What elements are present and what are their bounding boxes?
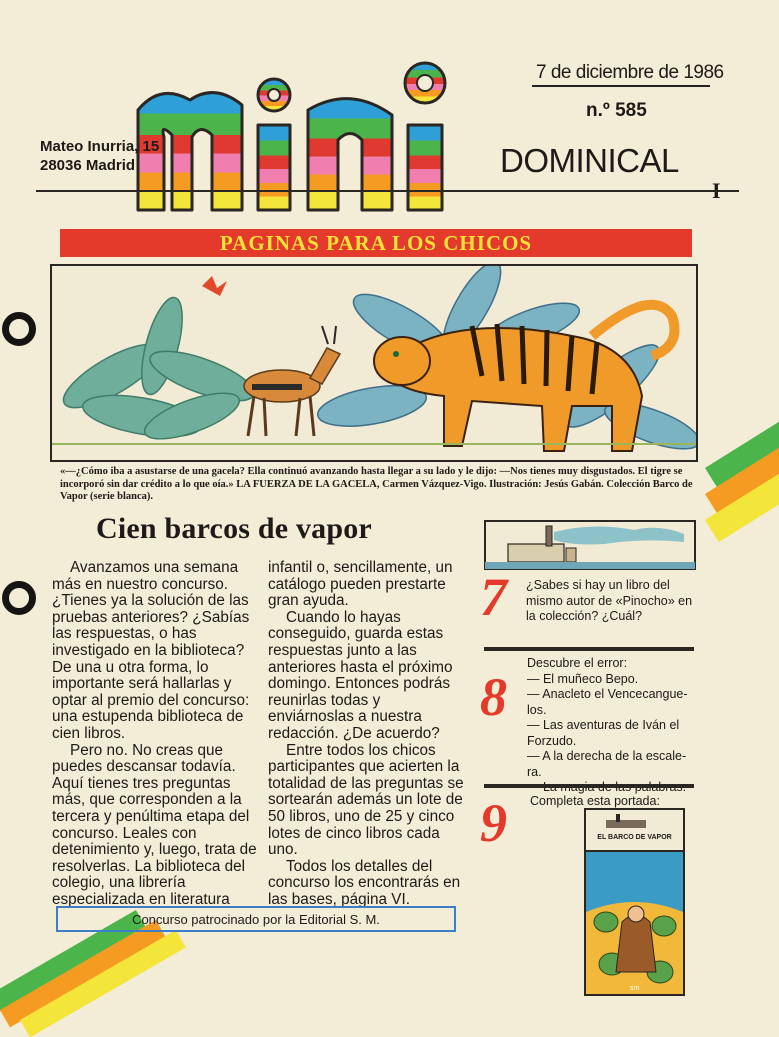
story-illustration (50, 264, 698, 462)
address (40, 137, 159, 175)
list-item: — Anacleto el Vencecangue- (527, 687, 688, 701)
book-cover-image (584, 808, 685, 996)
paragraph: infantil o, sencillamente, un catálogo pueden prestarte gran ayuda. (268, 559, 453, 610)
question-number-7: 7 (480, 567, 507, 627)
date-underline (532, 85, 710, 87)
book-cover-title: EL BARCO DE VAPOR (597, 834, 672, 841)
list-item: — Las aventuras de Iván el (527, 718, 680, 732)
question-8-text (527, 656, 697, 796)
steamboat-icon (586, 812, 683, 832)
question-number-8: 8 (480, 667, 507, 727)
paragraph: Avanzamos una semana más en nuestro concurso. ¿Tienes ya la solución de las pruebas anteriores? ¿Sabías las respuestas, o has investigado en la biblioteca? De una u otra forma, lo importante será hallarlas y optar al premio del concurso: una estupenda biblioteca de cien libros. (52, 559, 250, 742)
question-divider (484, 784, 694, 788)
issue-number: n.º 585 (586, 100, 647, 121)
section-banner (60, 229, 692, 257)
article-title: Cien barcos de vapor (96, 512, 372, 545)
binder-hole-top (2, 312, 36, 346)
book-cover-header (586, 810, 683, 852)
list-item: — El muñeco Bepo. (527, 671, 639, 686)
banner-text: PAGINAS PARA LOS CHICOS (219, 230, 533, 255)
list-item: ra. (527, 764, 542, 779)
sponsor-box (56, 906, 456, 932)
article-column-1 (52, 560, 262, 908)
address-line-1: Mateo Inurria, 15 (40, 138, 160, 155)
issue-date: 7 de diciembre de 1986 (536, 62, 724, 83)
factory-image (484, 520, 696, 570)
address-line-2: 28036 Madrid (40, 157, 136, 174)
binder-hole-bottom (2, 581, 36, 615)
paragraph: Todos los detalles del concurso los encontrarás en las bases, página VI. (268, 857, 461, 908)
sponsor-text: Concurso patrocinado por la Editorial S. M. (132, 911, 380, 927)
paragraph: Cuando lo hayas conseguido, guarda estas respuestas junto a las anteriores hasta el próximo domingo. Entonces podrás reunirlas todas y enviárnoslas a nuestra redacción. ¿De acuerdo? (268, 608, 453, 742)
illustration-caption: «—¿Cómo iba a asustarse de una gacela? Ella continuó avanzando hasta llegar a su lado y le dijo: —Nos tienes muy disgustados. El tigre se incorporó sin dar crédito a lo que oía.» LA FUERZA DE LA GACELA, Carmen Vázquez-Vigo. Ilustración: Jesús Gabán. Colección Barco de Vapor (serie blanca). (60, 466, 693, 502)
question-7-text: ¿Sabes si hay un libro del mismo autor de «Pinocho» en la colección? ¿Cuál? (526, 578, 693, 623)
jungle-scene-image (52, 266, 698, 462)
list-item: los. (527, 702, 547, 717)
frame-top-rule (36, 190, 739, 192)
paragraph: Entre todos los chicos participantes que acierten la totalidad de las preguntas se sortearán además un lote de 50 libros, uno de 25 y cinco lotes de cinco libros cada uno. (268, 741, 464, 859)
book-cover-illustration (586, 852, 683, 996)
question-8-intro: Descubre el error: (527, 656, 628, 670)
supplement-name: DOMINICAL (500, 142, 679, 179)
question-number-9: 9 (480, 793, 507, 853)
list-item: Forzudo. (527, 733, 577, 748)
question-9-text: Completa esta portada: (530, 794, 660, 808)
list-item: — A la derecha de la escale- (527, 749, 687, 763)
book-cover-publisher: sm (629, 985, 640, 992)
article-column-2 (268, 560, 466, 908)
paragraph: Pero no. No creas que puedes descansar todavía. Aquí tienes tres preguntas más, que corresponden a la tercera y penúltima etapa del concurso. Leales con detenimiento y, luego, trata de resolverlas. La biblioteca del colegio, una librería especializada en literatura (52, 741, 257, 908)
question-divider (484, 647, 694, 651)
